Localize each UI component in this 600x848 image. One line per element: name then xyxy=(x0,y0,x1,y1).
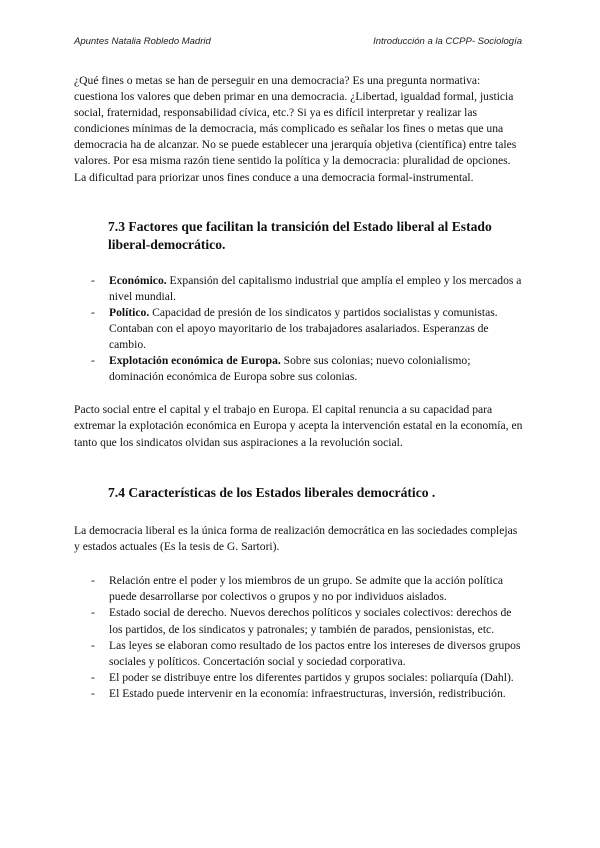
list-item xyxy=(74,273,524,305)
list-item-text: El Estado puede intervenir en la economía: infraestructuras, inversión, redistribución. xyxy=(109,686,506,700)
list-item-text: Estado social de derecho. Nuevos derechos políticos y sociales colectivos: derechos de los partidos, de los sindicatos y patronales; y también de parados, pensionistas, etc. xyxy=(109,606,512,636)
list-item-text: Capacidad de presión de los sindicatos y partidos socialistas y comunistas. Contaban con el apoyo mayoritario de los trabajadores asalariados. Esperanzas de cambio. xyxy=(109,305,498,352)
bullet-dash: - xyxy=(91,670,95,684)
bullet-dash: - xyxy=(91,273,95,287)
social-pact-paragraph: Pacto social entre el capital y el trabajo en Europa. El capital renuncia a su capacidad para extremar la explotación económica en Europa y acepta la intervención estatal en la economía, en tanto que los sindicatos olvidan sus aspiraciones a la revolución social. xyxy=(74,403,523,449)
list-item xyxy=(74,353,524,385)
bullet-dash: - xyxy=(91,354,95,368)
list-item-term: Económico. xyxy=(109,273,167,287)
bullet-dash: - xyxy=(91,606,95,620)
bullet-dash: - xyxy=(91,305,95,319)
list-item-text: Relación entre el poder y los miembros de un grupo. Se admite que la acción política puede desarrollarse por colectivos o grupos y no por individuos aislados. xyxy=(109,574,504,604)
header-course: Introducción a la CCPP- Sociología xyxy=(373,36,522,47)
list-item-term: Explotación económica de Europa. xyxy=(109,354,281,368)
intro-paragraph: ¿Qué fines o metas se han de perseguir en una democracia? Es una pregunta normativa: cuestiona los valores que deben primar en una democracia. ¿Libertad, igualdad formal, justicia social, fraternidad, responsabilidad cívica, etc.? Si ya es difícil interpretar y realizar las condiciones mínimas de la democracia, más complicado es señalar los fines o metas que una democracia ha de alcanzar. No se puede establecer una jerarquía objetiva (científica) entre tales valores. Por esa misma razón tiene sentido la política y la democracia: pluralidad de opciones. La dificultad para priorizar unos fines conduce a una democracia formal-instrumental. xyxy=(74,74,517,184)
header-author: Apuntes Natalia Robledo Madrid xyxy=(74,36,211,47)
list-item xyxy=(74,638,524,670)
characteristics-list xyxy=(74,573,524,702)
factors-list xyxy=(74,273,524,386)
bullet-dash: - xyxy=(91,638,95,652)
list-item-text: Las leyes se elaboran como resultado de los pactos entre los intereses de diversos grupos sociales y políticos. Concertación social y sociedad corporativa. xyxy=(109,638,521,668)
section-7-3-title: 7.3 Factores que facilitan la transición del Estado liberal al Estado liberal-democrático. xyxy=(108,218,492,253)
section-7-4-title: 7.4 Características de los Estados liberales democrático . xyxy=(108,484,436,500)
list-item xyxy=(74,670,524,686)
bullet-dash: - xyxy=(91,574,95,588)
list-item xyxy=(74,686,524,702)
list-item-text: El poder se distribuye entre los diferentes partidos y grupos sociales: poliarquía (Dahl). xyxy=(109,670,514,684)
liberal-democracy-intro: La democracia liberal es la única forma de realización democrática en las sociedades complejas y estados actuales (Es la tesis de G. Sartori). xyxy=(74,524,518,554)
list-item xyxy=(74,605,524,637)
list-item-text: Expansión del capitalismo industrial que amplía el empleo y los mercados a nivel mundial. xyxy=(109,273,522,303)
page-header xyxy=(74,36,522,50)
list-item xyxy=(74,573,524,605)
list-item-text: Sobre sus colonias; nuevo colonialismo; dominación económica de Europa sobre sus colonias. xyxy=(109,354,471,384)
list-item xyxy=(74,305,524,353)
list-item-term: Político. xyxy=(109,305,150,319)
bullet-dash: - xyxy=(91,686,95,700)
document-body xyxy=(74,73,524,702)
